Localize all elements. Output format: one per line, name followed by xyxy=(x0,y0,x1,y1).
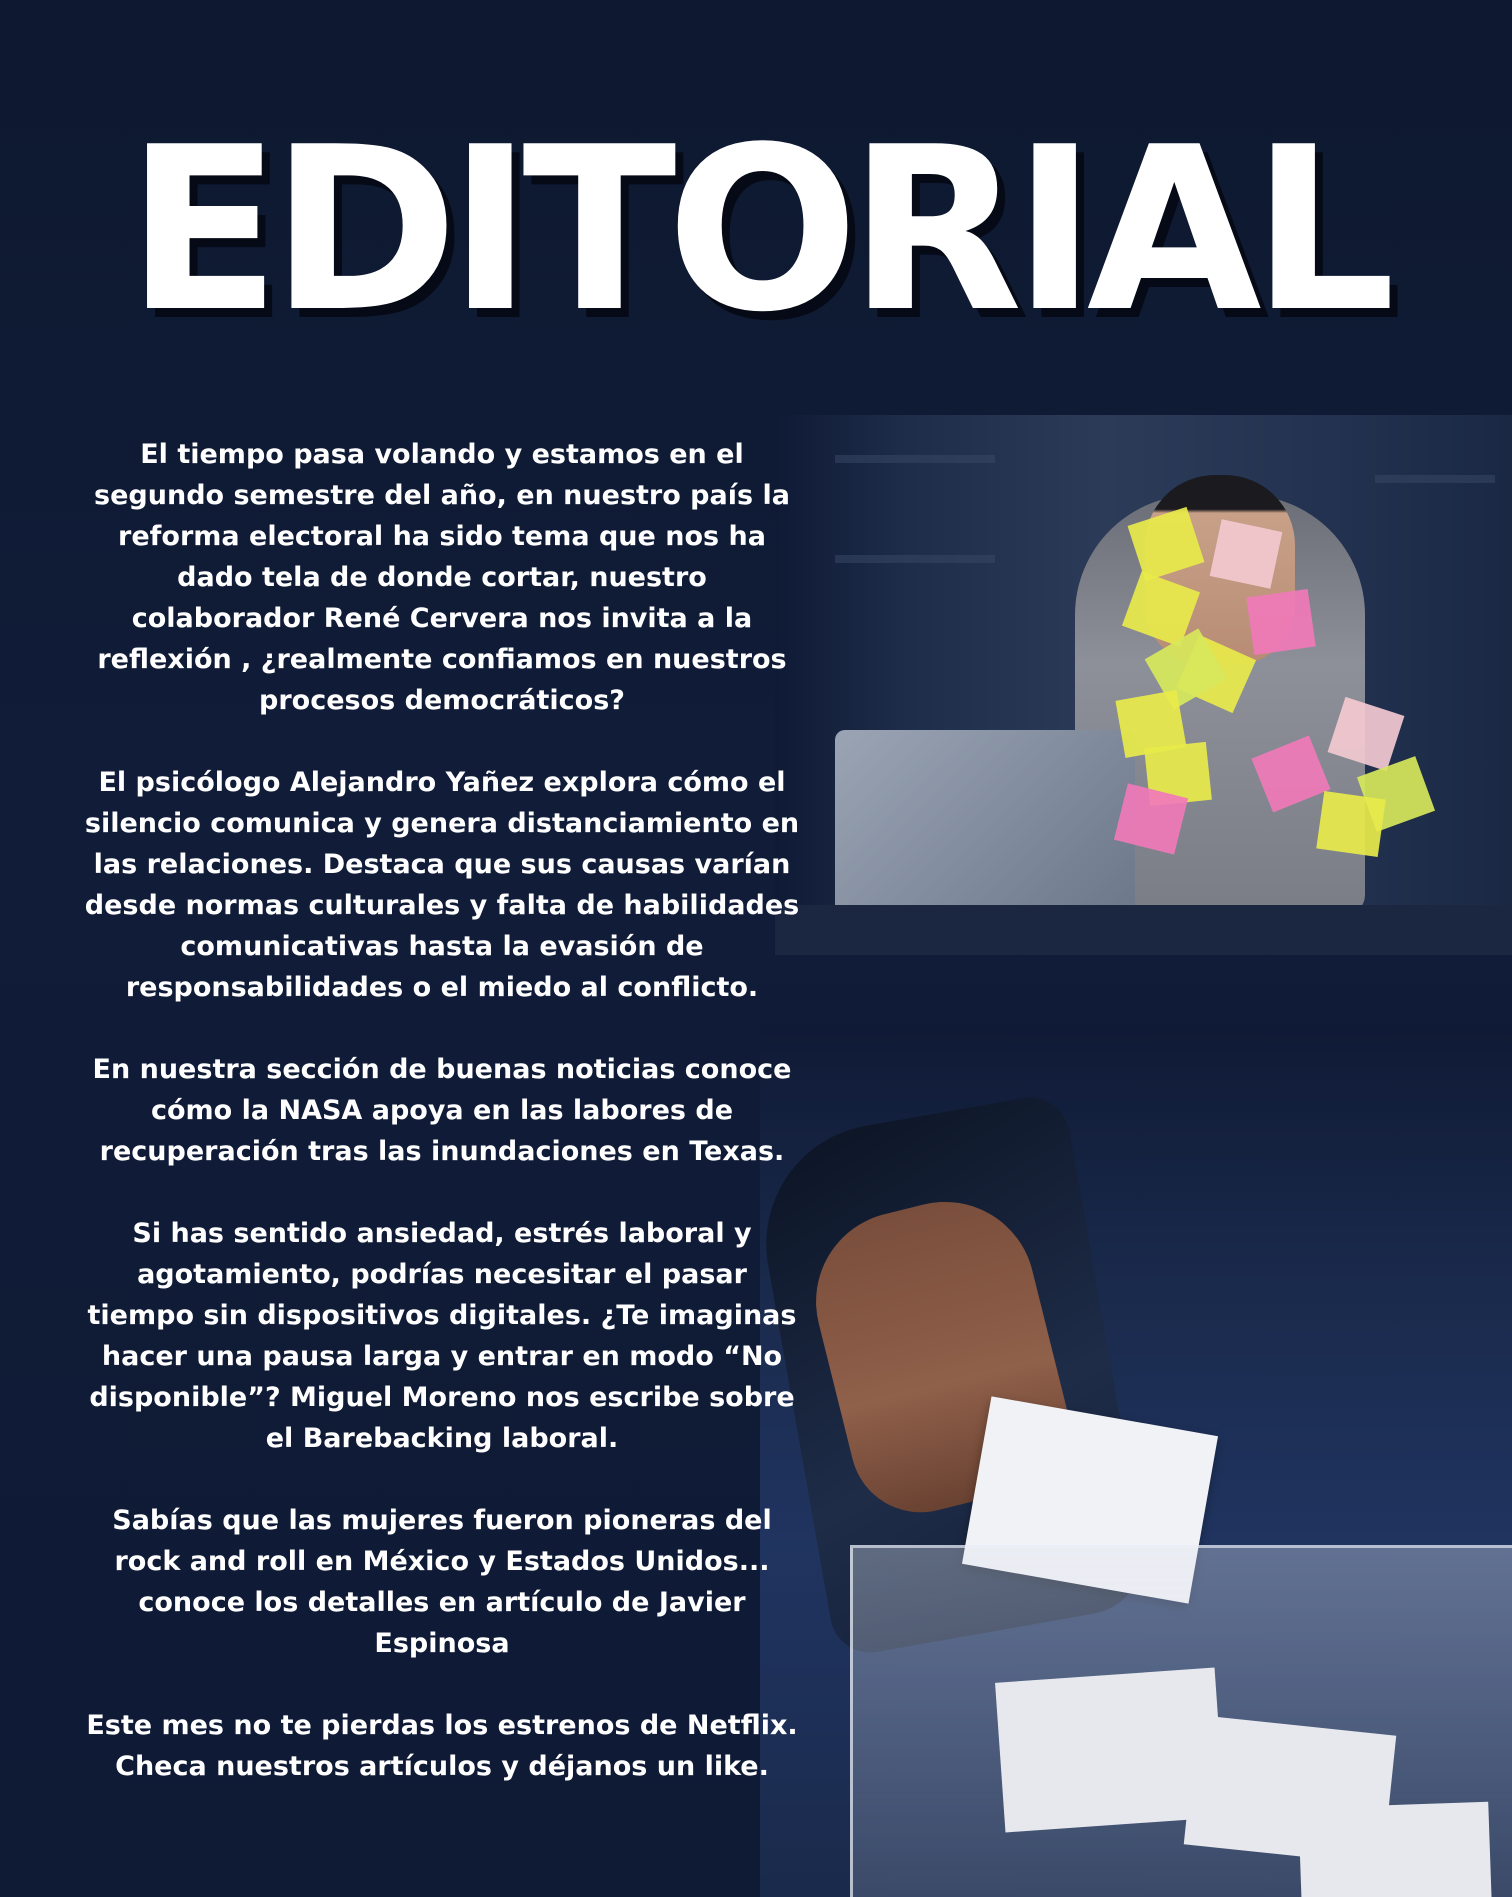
stressed-worker-photo xyxy=(775,415,1512,955)
paragraph-netflix: Este mes no te pierdas los estrenos de Netflix. Checa nuestros artículos y déjanos un like. xyxy=(86,1710,798,1782)
paragraph-digital-detox: Si has sentido ansiedad, estrés laboral y agotamiento, podrías necesitar el pasar tiempo sin dispositivos digitales. ¿Te imaginas hacer una pausa larga y entrar en modo “No disponible”? Miguel Moreno nos escribe sobre el Barebacking laboral. xyxy=(87,1218,797,1454)
paragraph-silence: El psicólogo Alejandro Yañez explora cómo el silencio comunica y genera distanciamiento en las relaciones. Destaca que sus causas varían desde normas culturales y falta de habilidades comunicativas hasta la evasión de responsabilidades o el miedo al conflicto. xyxy=(84,767,800,1003)
paragraph-rock-and-roll: Sabías que las mujeres fueron pioneras del rock and roll en México y Estados Unidos... conoce los detalles en artículo de Javier Espinosa xyxy=(112,1505,772,1659)
page-title: EDITORIAL xyxy=(126,99,1386,362)
ballot-box-photo xyxy=(760,1025,1512,1897)
paragraph-elections: El tiempo pasa volando y estamos en el segundo semestre del año, en nuestro país la reforma electoral ha sido tema que nos ha dado tela de donde cortar, nuestro colaborador René Cervera nos invita a la reflexión , ¿realmente confiamos en nuestros procesos democráticos? xyxy=(94,439,790,716)
editorial-body xyxy=(82,434,802,1787)
paragraph-good-news: En nuestra sección de buenas noticias conoce cómo la NASA apoya en las labores de recuperación tras las inundaciones en Texas. xyxy=(92,1054,792,1167)
